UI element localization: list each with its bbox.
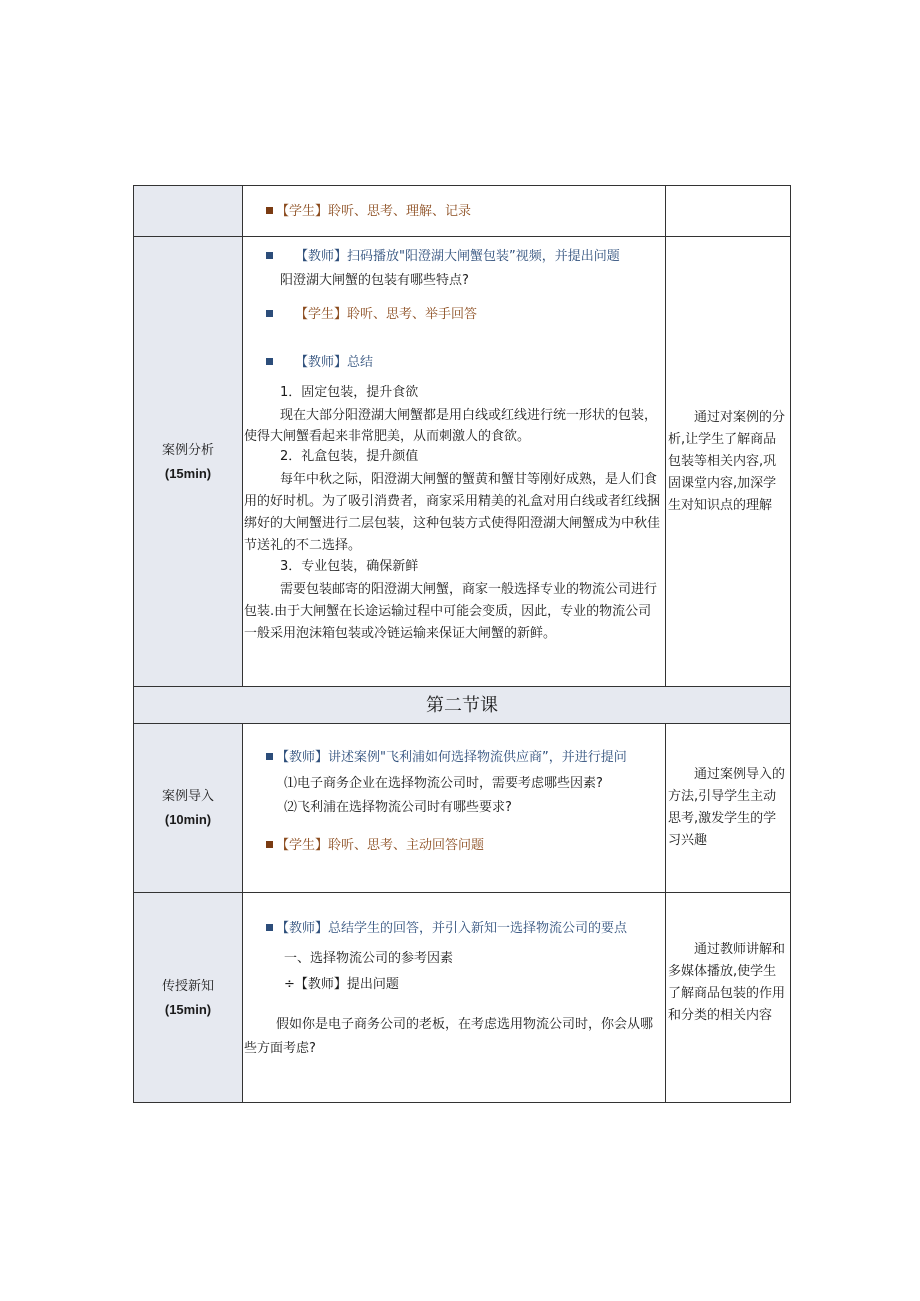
square-bullet-icon bbox=[266, 252, 273, 259]
table-row-case-introduction bbox=[134, 724, 791, 893]
point-heading: 1．固定包装，提升食欲 bbox=[280, 385, 419, 400]
activity-cell bbox=[243, 724, 666, 893]
student-activity-text: 【学生】聆听、思考、理解、记录 bbox=[276, 203, 472, 219]
teacher-activity-text: 【教师】总结学生的回答，并引入新知一选择物流公司的要点 bbox=[276, 921, 628, 936]
table-row-new-knowledge bbox=[134, 893, 791, 1103]
stage-duration: (10min) bbox=[164, 812, 212, 827]
activity-cell bbox=[243, 186, 666, 237]
square-bullet-icon bbox=[266, 358, 273, 365]
stage-name: 案例导入 bbox=[161, 789, 214, 804]
square-bullet-icon bbox=[266, 924, 273, 931]
paragraph-text: 现在大部分阳澄湖大闸蟹都是用白线或红线进行统一形状的包装，使得大闸蟹看起来非常肥美，从而刺激人的食欲。 bbox=[244, 408, 658, 444]
square-bullet-icon bbox=[266, 207, 273, 214]
point-heading: 2．礼盒包装，提升颜值 bbox=[280, 449, 419, 464]
paragraph-text: 假如你是电子商务公司的老板，在考虑选用物流公司时，你会从哪些方面考虑? bbox=[244, 1017, 654, 1056]
teacher-activity-text: 【教师】讲述案例"飞利浦如何选择物流供应商”，并进行提问 bbox=[276, 750, 627, 765]
teacher-activity-text: 【教师】扫码播放"阳澄湖大闸蟹包装”视频，并提出问题 bbox=[295, 249, 620, 264]
purpose-text: 通过教师讲解和多媒体播放,使学生了解商品包装的作用和分类的相关内容 bbox=[668, 942, 786, 1023]
purpose-text: 通过案例导入的方法,引导学生主动思考,激发学生的学习兴趣 bbox=[668, 767, 786, 848]
activity-cell bbox=[243, 237, 666, 687]
subsection-heading: 一、选择物流公司的参考因素 bbox=[284, 951, 454, 966]
teacher-activity-text: 【教师】总结 bbox=[295, 355, 374, 370]
question-text: 阳澄湖大闸蟹的包装有哪些特点? bbox=[280, 273, 469, 288]
purpose-cell bbox=[666, 893, 791, 1103]
stage-name: 案例分析 bbox=[161, 442, 214, 458]
stage-duration: (15min) bbox=[164, 465, 212, 481]
teacher-question-label: ÷【教师】提出问题 bbox=[284, 977, 399, 992]
purpose-text: 通过对案例的分析,让学生了解商品包装等相关内容,巩固课堂内容,加深学生对知识点的理解 bbox=[668, 409, 786, 513]
section-header-row bbox=[134, 687, 791, 724]
stage-duration: (15min) bbox=[164, 1001, 212, 1017]
table-row-case-analysis bbox=[134, 237, 791, 687]
stage-cell bbox=[134, 893, 243, 1103]
stage-cell bbox=[134, 186, 243, 237]
point-heading: 3．专业包装，确保新鲜 bbox=[280, 559, 419, 574]
purpose-cell bbox=[666, 186, 791, 237]
student-activity-text: 【学生】聆听、思考、举手回答 bbox=[295, 307, 478, 322]
square-bullet-icon bbox=[266, 841, 273, 848]
paragraph-text: 每年中秋之际，阳澄湖大闸蟹的蟹黄和蟹甘等刚好成熟，是人们食用的好时机。为了吸引消费者，商家采用精美的礼盒对用白线或者红线捆绑好的大闸蟹进行二层包装，这种包装方式使得阳澄湖大闸蟹成为中秋佳节送礼的不二选择。 bbox=[244, 472, 661, 553]
stage-cell bbox=[134, 724, 243, 893]
section-title: 第二节课 bbox=[134, 687, 791, 724]
question-text: ⑵飞利浦在选择物流公司时有哪些要求? bbox=[284, 800, 512, 815]
student-activity-text: 【学生】聆听、思考、主动回答问题 bbox=[276, 838, 485, 853]
paragraph-text: 需要包装邮寄的阳澄湖大闸蟹，商家一般选择专业的物流公司进行包装.由于大闸蟹在长途运输过程中可能会变质，因此，专业的物流公司一般采用泡沫箱包装或冷链运输来保证大闸蟹的新鲜。 bbox=[244, 582, 658, 641]
stage-cell bbox=[134, 237, 243, 687]
purpose-cell bbox=[666, 237, 791, 687]
question-text: ⑴电子商务企业在选择物流公司时，需要考虑哪些因素? bbox=[284, 776, 603, 791]
purpose-cell bbox=[666, 724, 791, 893]
square-bullet-icon bbox=[266, 310, 273, 317]
activity-cell bbox=[243, 893, 666, 1103]
table-row-student-activity bbox=[134, 186, 791, 237]
lesson-plan-table bbox=[133, 185, 790, 1103]
square-bullet-icon bbox=[266, 753, 273, 760]
stage-name: 传授新知 bbox=[161, 978, 214, 994]
